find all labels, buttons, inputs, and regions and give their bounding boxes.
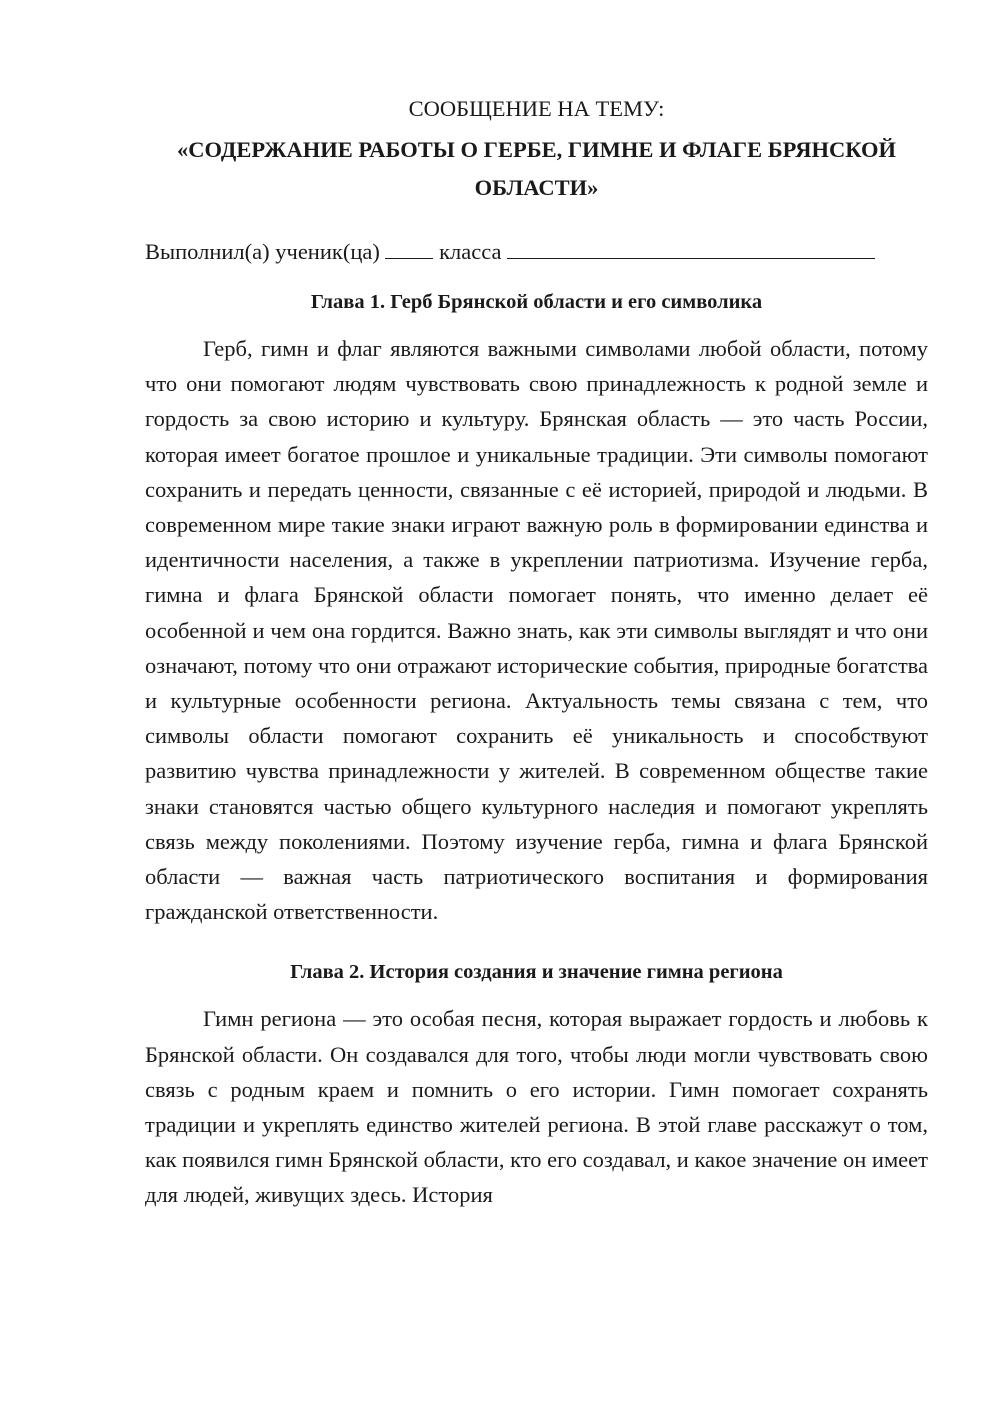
chapter-1-paragraph: Герб, гимн и флаг являются важными символами любой области, потому что они помогают людям чувствовать свою принадлежность к родной земле и гордость за свою историю и культуру. Брянская область — это часть России, которая имеет богатое прошлое и уникальные традиции. Эти символы помогают сохранить и передать ценности, связанные с её историей, природой и людьми. В современном мире такие знаки играют важную роль в формировании единства и идентичности населения, а также в укреплении патриотизма. Изучение герба, гимна и флага Брянской области помогает понять, что именно делает её особенной и чем она гордится. Важно знать, как эти символы выглядят и что они означают, потому что они отражают исторические события, природные богатства и культурные особенности региона. Актуальность темы связана с тем, что символы области помогают сохранить её уникальность и способствуют развитию чувства принадлежности у жителей. В современном обществе такие знаки становятся частью общего культурного наследия и помогают укреплять связь между поколениями. Поэтому изучение герба, гимна и флага Брянской области — важная часть патриотического воспитания и формирования гражданской ответственности. [145, 336, 928, 925]
class-number-blank [385, 234, 433, 259]
chapter-2-title: Глава 2. История создания и значение гимна региона [290, 961, 783, 984]
document-title: «СОДЕРЖАНИЕ РАБОТЫ О ГЕРБЕ, ГИМНЕ И ФЛАГЕ БРЯНСКОЙ ОБЛАСТИ» [176, 137, 896, 200]
student-label: Выполнил(а) ученик(ца) [145, 239, 380, 264]
document-header-line: СООБЩЕНИЕ НА ТЕМУ: [408, 96, 665, 121]
student-name-blank [507, 234, 875, 259]
document-page [145, 90, 928, 1213]
chapter-1-title: Глава 1. Герб Брянской области и его символика [310, 291, 763, 313]
chapter-2-paragraph: Гимн региона — это особая песня, которая выражает гордость и любовь к Брянской области. Он создавался для того, чтобы люди могли чувствовать свою связь с родным краем и помнить о его истории. Гимн помогает сохранять традиции и укреплять единство жителей региона. В этой главе расскажут о том, как появился гимн Брянской области, кто его создавал, и какое значение он имеет для людей, живущих здесь. История [145, 1006, 928, 1208]
class-label: класса [439, 239, 502, 264]
student-info-line [145, 233, 928, 271]
